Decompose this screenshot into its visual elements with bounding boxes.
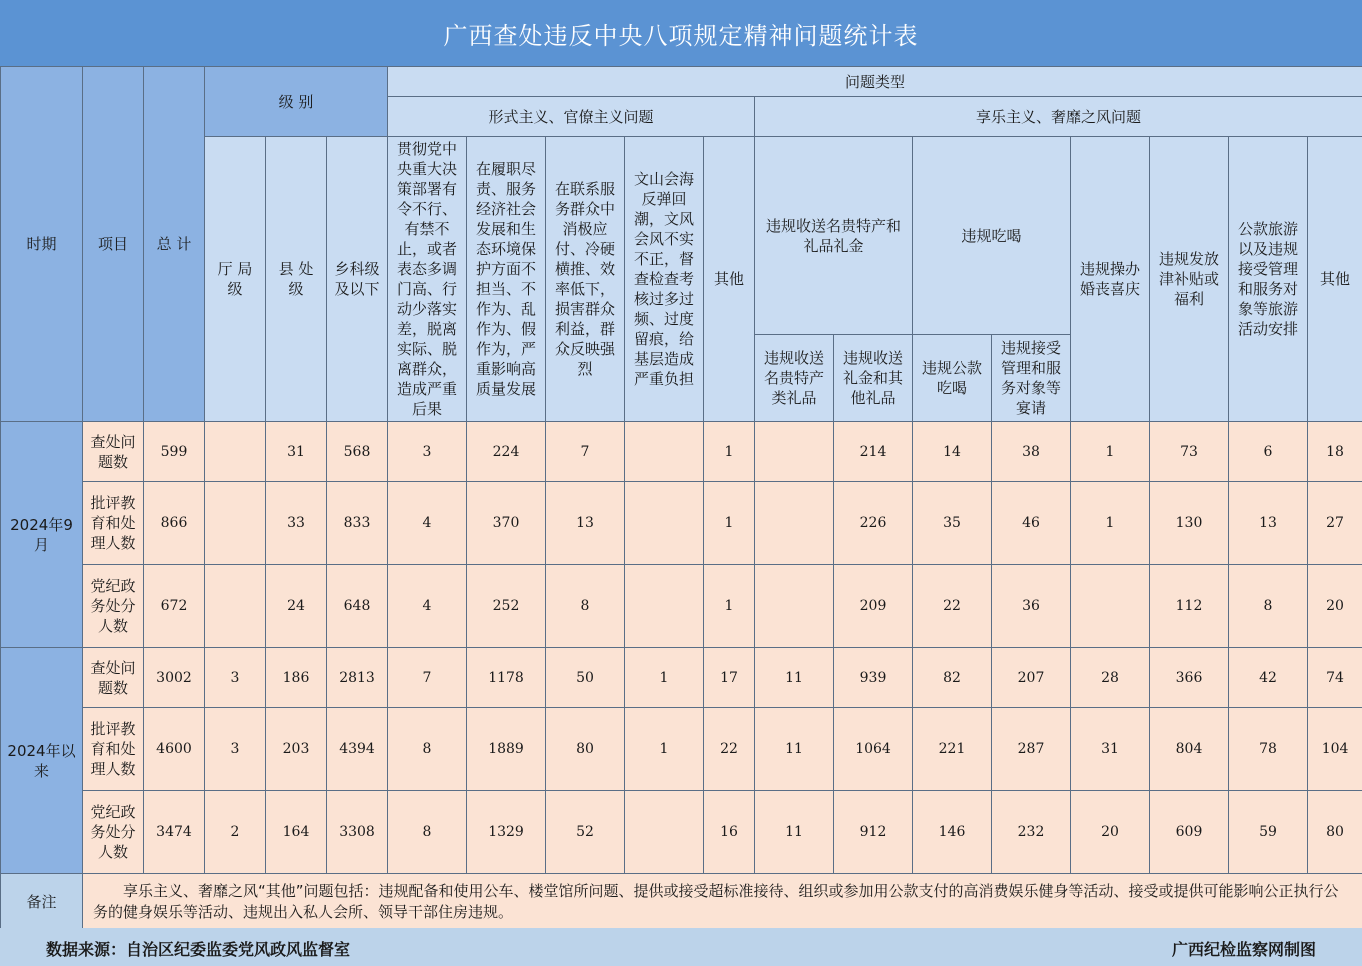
value-cell: 38: [992, 422, 1071, 482]
header-level-xiang: 乡科级及以下: [327, 137, 388, 422]
value-cell: 4600: [144, 708, 205, 791]
value-cell: 1178: [467, 648, 546, 708]
value-cell: [625, 791, 704, 874]
note-text: 享乐主义、奢靡之风“其他”问题包括：违规配备和使用公车、楼堂馆所问题、提供或接受超标准接待、组织或参加用公款支付的高消费娱乐健身等活动、接受或提供可能影响公正执行公务的健身娱乐等活动、违规出入私人会所、领导干部住房违规。: [93, 881, 1339, 921]
value-cell: 1: [704, 422, 755, 482]
value-cell: 28: [1071, 648, 1150, 708]
header-eat-1: 违规公款吃喝: [913, 335, 992, 422]
value-cell: 833: [327, 482, 388, 565]
value-cell: 7: [388, 648, 467, 708]
value-cell: 4394: [327, 708, 388, 791]
header-gift-1: 违规收送名贵特产类礼品: [755, 335, 834, 422]
header-formalism-4: 文山会海反弹回潮，文风会风不实不正，督查检查考核过多过频、过度留痕，给基层造成严重负担: [625, 137, 704, 422]
period-label: 2024年以来: [1, 648, 83, 874]
value-cell: 24: [266, 565, 327, 648]
value-cell: 1064: [834, 708, 913, 791]
value-cell: 8: [388, 791, 467, 874]
header-wedding: 违规操办婚丧喜庆: [1071, 137, 1150, 422]
table-row: [1, 565, 1362, 648]
value-cell: 164: [266, 791, 327, 874]
value-cell: 112: [1150, 565, 1229, 648]
value-cell: 939: [834, 648, 913, 708]
header-gift-2: 违规收送礼金和其他礼品: [834, 335, 913, 422]
value-cell: 4: [388, 565, 467, 648]
value-cell: 1: [625, 648, 704, 708]
header-period: 时期: [1, 67, 83, 422]
header-hedonism-other: 其他: [1308, 137, 1362, 422]
value-cell: 35: [913, 482, 992, 565]
value-cell: 20: [1071, 791, 1150, 874]
value-cell: 3: [205, 708, 266, 791]
value-cell: 1329: [467, 791, 546, 874]
value-cell: 78: [1229, 708, 1308, 791]
value-cell: 209: [834, 565, 913, 648]
period-label: 2024年9月: [1, 422, 83, 648]
header-total: 总 计: [144, 67, 205, 422]
header-formalism-3: 在联系服务群众中消极应付、冷硬横推、效率低下，损害群众利益，群众反映强烈: [546, 137, 625, 422]
value-cell: 3474: [144, 791, 205, 874]
table-row: [1, 648, 1362, 708]
value-cell: 3: [205, 648, 266, 708]
data-source: 数据来源：自治区纪委监委党风政风监督室: [46, 940, 351, 959]
value-cell: 27: [1308, 482, 1362, 565]
value-cell: 130: [1150, 482, 1229, 565]
value-cell: 13: [546, 482, 625, 565]
value-cell: 1: [704, 565, 755, 648]
value-cell: 6: [1229, 422, 1308, 482]
value-cell: 80: [1308, 791, 1362, 874]
stats-table-wrapper: [0, 66, 1362, 930]
value-cell: 672: [144, 565, 205, 648]
table-row: [1, 791, 1362, 874]
value-cell: 207: [992, 648, 1071, 708]
value-cell: 74: [1308, 648, 1362, 708]
value-cell: 11: [755, 648, 834, 708]
value-cell: 1889: [467, 708, 546, 791]
value-cell: 232: [992, 791, 1071, 874]
value-cell: 52: [546, 791, 625, 874]
header-level: 级 别: [205, 67, 388, 137]
value-cell: 912: [834, 791, 913, 874]
value-cell: 42: [1229, 648, 1308, 708]
value-cell: 186: [266, 648, 327, 708]
header-formalism-2: 在履职尽责、服务经济社会发展和生态环境保护方面不担当、不作为、乱作为、假作为，严重影响高质量发展: [467, 137, 546, 422]
value-cell: 20: [1308, 565, 1362, 648]
value-cell: 11: [755, 708, 834, 791]
value-cell: [625, 565, 704, 648]
value-cell: 22: [704, 708, 755, 791]
value-cell: 104: [1308, 708, 1362, 791]
value-cell: 17: [704, 648, 755, 708]
row-item-label: 党纪政务处分人数: [83, 791, 144, 874]
value-cell: 31: [266, 422, 327, 482]
value-cell: 203: [266, 708, 327, 791]
table-row: [1, 422, 1362, 482]
value-cell: 648: [327, 565, 388, 648]
header-formalism: 形式主义、官僚主义问题: [388, 97, 755, 137]
footer: [0, 928, 1362, 966]
value-cell: 3: [388, 422, 467, 482]
value-cell: 568: [327, 422, 388, 482]
header-formalism-other: 其他: [704, 137, 755, 422]
value-cell: 18: [1308, 422, 1362, 482]
row-item-label: 查处问题数: [83, 422, 144, 482]
value-cell: [205, 422, 266, 482]
value-cell: 609: [1150, 791, 1229, 874]
value-cell: 16: [704, 791, 755, 874]
value-cell: 73: [1150, 422, 1229, 482]
value-cell: 866: [144, 482, 205, 565]
value-cell: 50: [546, 648, 625, 708]
header-allowance: 违规发放津补贴或福利: [1150, 137, 1229, 422]
table-row: [1, 482, 1362, 565]
note-text-cell: [83, 874, 1362, 930]
value-cell: 7: [546, 422, 625, 482]
value-cell: [205, 565, 266, 648]
chart-maker: 广西纪检监察网制图: [1171, 940, 1316, 959]
value-cell: 31: [1071, 708, 1150, 791]
value-cell: 3308: [327, 791, 388, 874]
value-cell: 287: [992, 708, 1071, 791]
value-cell: 8: [1229, 565, 1308, 648]
value-cell: 46: [992, 482, 1071, 565]
value-cell: 1: [704, 482, 755, 565]
value-cell: [625, 422, 704, 482]
header-travel: 公款旅游以及违规接受管理和服务对象等旅游活动安排: [1229, 137, 1308, 422]
header-level-xian: 县 处 级: [266, 137, 327, 422]
header-eat-2: 违规接受管理和服务对象等宴请: [992, 335, 1071, 422]
value-cell: [755, 482, 834, 565]
row-item-label: 批评教育和处理人数: [83, 482, 144, 565]
table-row: [1, 708, 1362, 791]
value-cell: 146: [913, 791, 992, 874]
value-cell: 82: [913, 648, 992, 708]
value-cell: 214: [834, 422, 913, 482]
value-cell: 226: [834, 482, 913, 565]
value-cell: [205, 482, 266, 565]
value-cell: 80: [546, 708, 625, 791]
value-cell: 370: [467, 482, 546, 565]
value-cell: 22: [913, 565, 992, 648]
value-cell: [755, 565, 834, 648]
stats-table: [0, 66, 1362, 930]
value-cell: 599: [144, 422, 205, 482]
value-cell: [755, 422, 834, 482]
note-label: 备注: [1, 874, 83, 930]
value-cell: 366: [1150, 648, 1229, 708]
value-cell: 2813: [327, 648, 388, 708]
table-title: 广西查处违反中央八项规定精神问题统计表: [0, 0, 1362, 66]
value-cell: 13: [1229, 482, 1308, 565]
value-cell: 33: [266, 482, 327, 565]
header-item: 项目: [83, 67, 144, 422]
header-problem-type: 问题类型: [388, 67, 1362, 97]
value-cell: 252: [467, 565, 546, 648]
header-hedonism: 享乐主义、奢靡之风问题: [755, 97, 1362, 137]
value-cell: [1071, 565, 1150, 648]
value-cell: 8: [388, 708, 467, 791]
note-row: [1, 874, 1362, 930]
value-cell: 14: [913, 422, 992, 482]
value-cell: 59: [1229, 791, 1308, 874]
value-cell: 1: [625, 708, 704, 791]
value-cell: 224: [467, 422, 546, 482]
value-cell: 8: [546, 565, 625, 648]
value-cell: 804: [1150, 708, 1229, 791]
header-gift: 违规收送名贵特产和礼品礼金: [755, 137, 913, 335]
value-cell: 221: [913, 708, 992, 791]
row-item-label: 查处问题数: [83, 648, 144, 708]
header-level-ting: 厅 局 级: [205, 137, 266, 422]
value-cell: 11: [755, 791, 834, 874]
value-cell: [625, 482, 704, 565]
value-cell: 36: [992, 565, 1071, 648]
row-item-label: 党纪政务处分人数: [83, 565, 144, 648]
value-cell: 4: [388, 482, 467, 565]
value-cell: 3002: [144, 648, 205, 708]
value-cell: 2: [205, 791, 266, 874]
header-eat: 违规吃喝: [913, 137, 1071, 335]
row-item-label: 批评教育和处理人数: [83, 708, 144, 791]
value-cell: 1: [1071, 482, 1150, 565]
value-cell: 1: [1071, 422, 1150, 482]
header-formalism-1: 贯彻党中央重大决策部署有令不行、有禁不止，或者表态多调门高、行动少落实差，脱离实际、脱离群众，造成严重后果: [388, 137, 467, 422]
